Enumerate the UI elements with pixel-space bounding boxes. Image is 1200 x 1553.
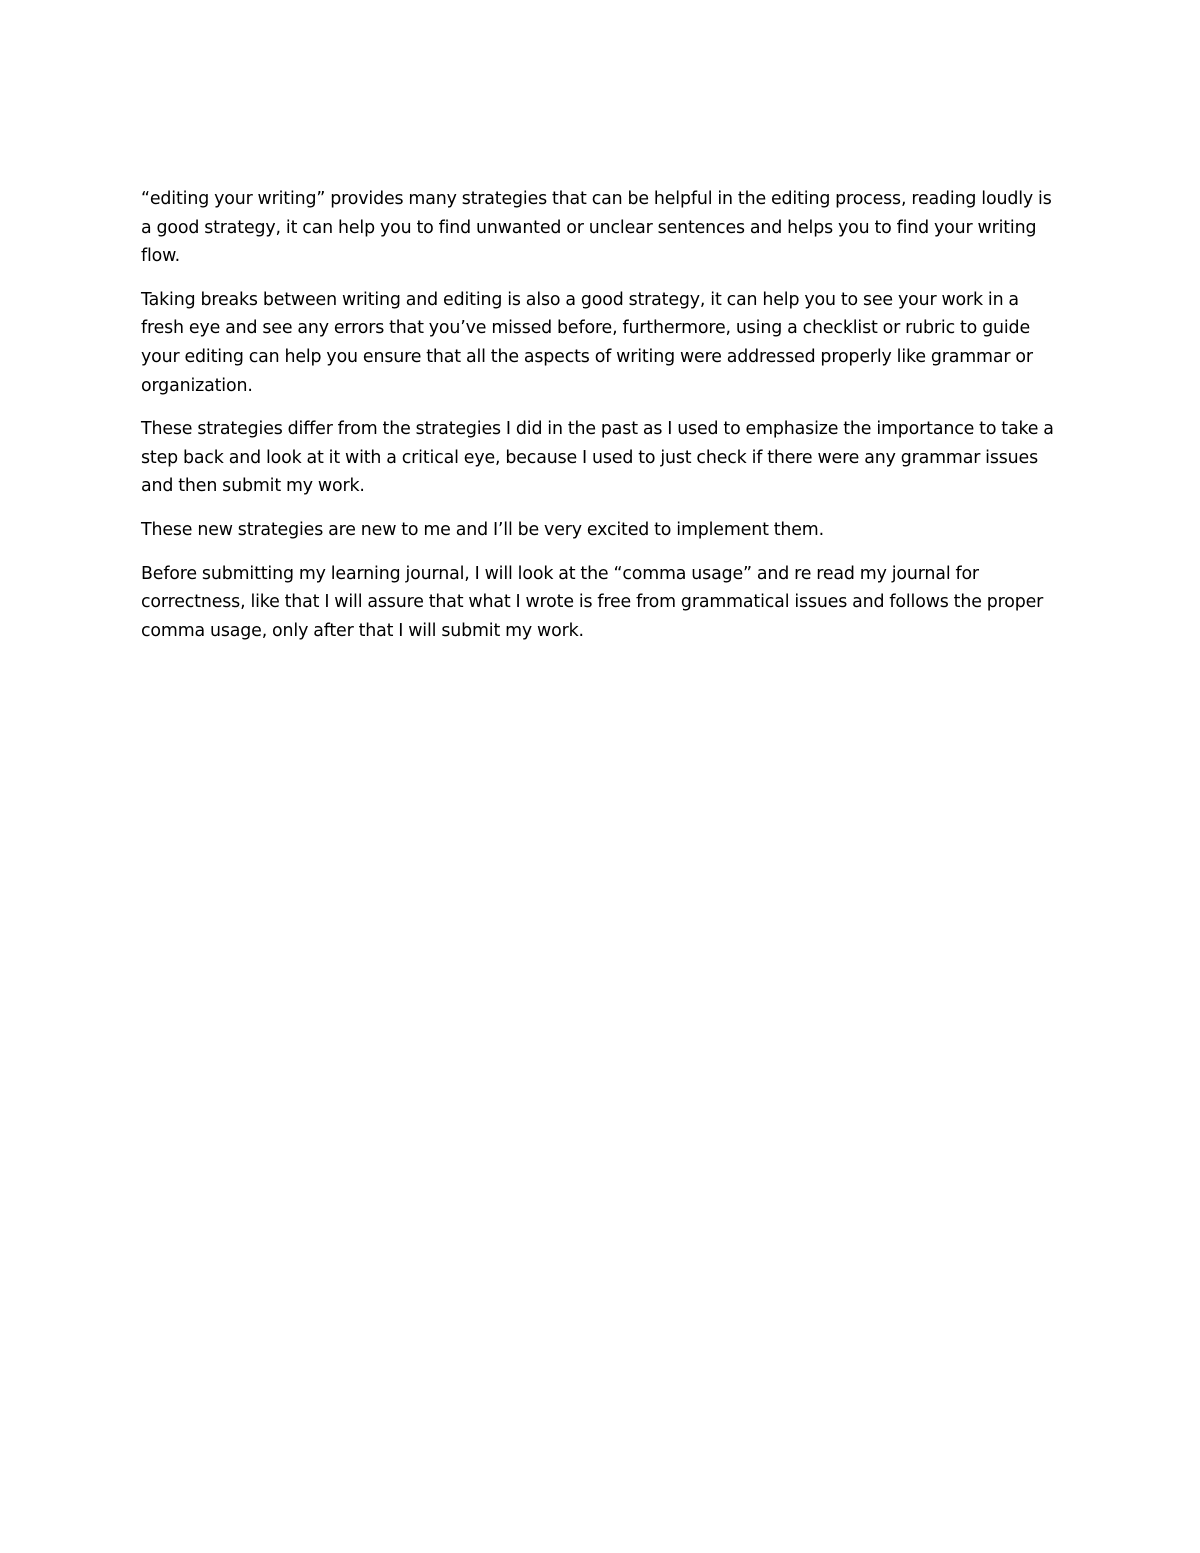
paragraph-2: Taking breaks between writing and editing is also a good strategy, it can help you to see your work in a fresh eye and see any errors that you’ve missed before, furthermore, using a checklist or rubric to guide your editing can help you ensure that all the aspects of writing were addressed properly like grammar or organization.: [141, 289, 1033, 396]
paragraph-3: These strategies differ from the strategies I did in the past as I used to emphasize the importance to take a step back and look at it with a critical eye, because I used to just check if there were any grammar issues and then submit my work.: [141, 419, 1054, 497]
paragraph-4: These new strategies are new to me and I’ll be very excited to implement them.: [141, 519, 824, 540]
paragraph-5: Before submitting my learning journal, I will look at the “comma usage” and re read my journal for correctness, like that I will assure that what I wrote is free from grammatical issues and follows the proper comma usage, only after that I will submit my work.: [141, 563, 1044, 641]
document-body: [141, 185, 1066, 660]
paragraph-1: “editing your writing” provides many strategies that can be helpful in the editing process, reading loudly is a good strategy, it can help you to find unwanted or unclear sentences and helps you to find your writing flow.: [141, 189, 1052, 267]
